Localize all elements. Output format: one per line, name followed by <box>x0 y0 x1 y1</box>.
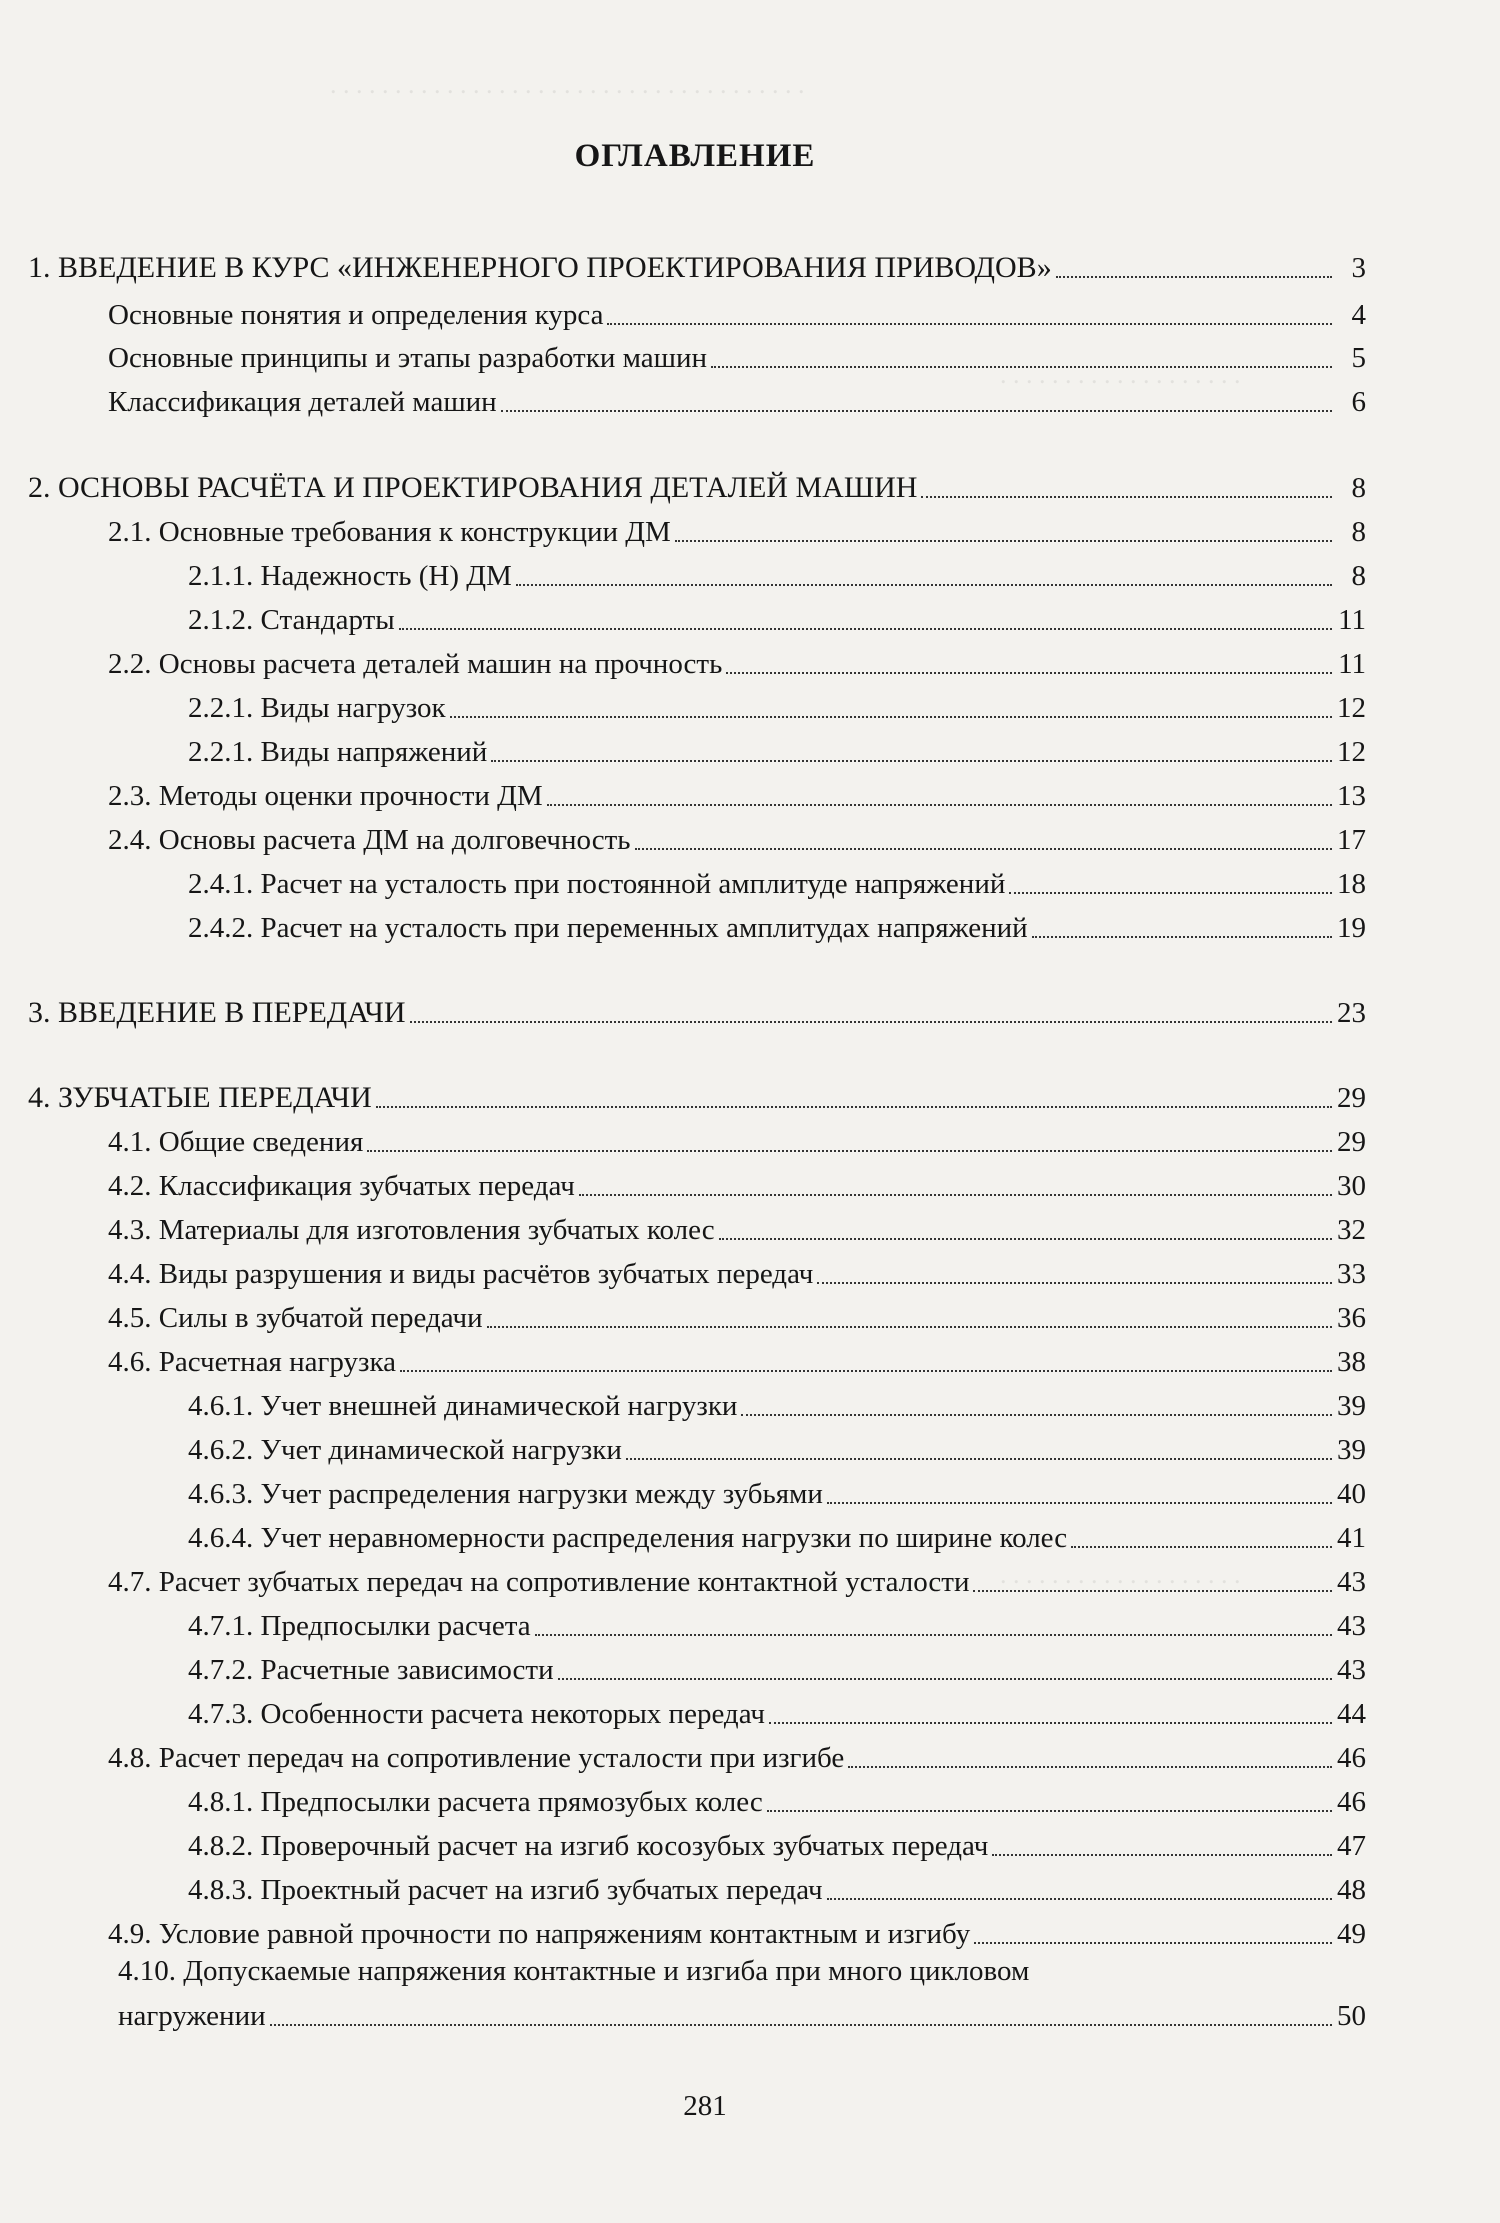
dot-leader <box>992 1854 1332 1856</box>
dot-leader <box>547 804 1332 806</box>
toc-entry <box>118 1998 1366 2034</box>
toc-entry <box>188 1872 1366 1908</box>
toc-entry <box>188 1520 1366 1556</box>
toc-entry-label: 4.8.3. Проектный расчет на изгиб зубчатых передач <box>188 1874 823 1906</box>
dot-leader <box>741 1414 1332 1416</box>
dot-leader <box>1056 276 1332 278</box>
toc-entry-page: 3 <box>1351 252 1366 284</box>
toc-entry <box>188 734 1366 770</box>
dot-leader <box>535 1634 1332 1636</box>
dot-leader <box>711 366 1332 368</box>
toc-entry-label: 2.4.1. Расчет на усталость при постоянной амплитуде напряжений <box>188 868 1006 900</box>
page-number: 281 <box>683 2090 727 2122</box>
toc-entry-label: 4.6.1. Учет внешней динамической нагрузки <box>188 1390 738 1422</box>
toc-entry-page: 19 <box>1337 912 1366 944</box>
bleed-through-text: . . . . . . . . . . . . . . . . . . . <box>1000 1560 1241 1589</box>
dot-leader <box>607 323 1332 325</box>
toc-entry-label: 4.7.3. Особенности расчета некоторых передач <box>188 1698 765 1730</box>
toc-entry <box>108 778 1366 814</box>
dot-leader <box>635 848 1332 850</box>
toc-entry-label: 2.1. Основные требования к конструкции ДМ <box>108 516 671 548</box>
toc-entry-page: 48 <box>1337 1874 1366 1906</box>
dot-leader <box>769 1722 1332 1724</box>
dot-leader <box>1009 892 1332 894</box>
dot-leader <box>973 1590 1332 1592</box>
toc-entry-label: Классификация деталей машин <box>108 386 497 418</box>
toc-entry <box>108 297 1366 333</box>
toc-entry-label: 2.2.1. Виды напряжений <box>188 736 488 768</box>
dot-leader <box>579 1194 1332 1196</box>
toc-entry-label: 4.6. Расчетная нагрузка <box>108 1346 397 1378</box>
toc-entry <box>28 995 1366 1031</box>
toc-entry <box>188 1608 1366 1644</box>
dot-leader <box>491 760 1332 762</box>
toc-entry-label: 2.2. Основы расчета деталей машин на прочность <box>108 648 723 680</box>
toc-entry <box>108 1124 1366 1160</box>
toc-entry <box>188 1828 1366 1864</box>
toc-entry-label: 2.4. Основы расчета ДМ на долговечность <box>108 824 631 856</box>
toc-entry-page: 33 <box>1337 1258 1366 1290</box>
toc-entry-label: 4.7. Расчет зубчатых передач на сопротивление контактной усталости <box>108 1566 970 1598</box>
toc-entry <box>108 1256 1366 1292</box>
toc-entry-label: 4.8. Расчет передач на сопротивление усталости при изгибе <box>108 1742 845 1774</box>
toc-entry-label: 4.8.1. Предпосылки расчета прямозубых колес <box>188 1786 763 1818</box>
dot-leader <box>827 1502 1332 1504</box>
toc-entry-page: 50 <box>1337 2000 1366 2032</box>
toc-entry-label: 2.1.2. Стандарты <box>188 604 395 636</box>
toc-entry-page: 11 <box>1338 648 1366 680</box>
toc-entry-page: 47 <box>1337 1830 1366 1862</box>
toc-entry-page: 23 <box>1337 997 1366 1029</box>
dot-leader <box>558 1678 1332 1680</box>
dot-leader <box>767 1810 1332 1812</box>
toc-entry-page: 43 <box>1337 1566 1366 1598</box>
toc-entry-page: 4 <box>1351 299 1366 331</box>
toc-entry-page: 38 <box>1337 1346 1366 1378</box>
toc-entry-page: 18 <box>1337 868 1366 900</box>
toc-entry <box>188 1432 1366 1468</box>
toc-entry <box>108 1564 1366 1600</box>
toc-entry <box>188 910 1366 946</box>
toc-entry-page: 6 <box>1351 386 1366 418</box>
dot-leader <box>487 1326 1332 1328</box>
toc-entry-label: 2.4.2. Расчет на усталость при переменных амплитудах напряжений <box>188 912 1028 944</box>
toc-entry-line1: 4.10. Допускаемые напряжения контактные и изгиба при много цикловом <box>118 1955 1030 1987</box>
toc-entry-page: 29 <box>1337 1126 1366 1158</box>
dot-leader <box>1032 936 1332 938</box>
toc-entry-label: 4.6.2. Учет динамической нагрузки <box>188 1434 622 1466</box>
bleed-through-text: . . . . . . . . . . . . . . . . . . . . . . . . . . . . . . . . . . . . . <box>330 70 805 99</box>
toc-entry <box>188 1388 1366 1424</box>
toc-entry-page: 43 <box>1337 1610 1366 1642</box>
toc-entry <box>108 384 1366 420</box>
dot-leader <box>626 1458 1332 1460</box>
dot-leader <box>719 1238 1332 1240</box>
toc-entry-page: 46 <box>1337 1786 1366 1818</box>
toc-entry-page: 41 <box>1337 1522 1366 1554</box>
toc-entry <box>188 1696 1366 1732</box>
toc-entry-label: 1. ВВЕДЕНИЕ В КУРС «ИНЖЕНЕРНОГО ПРОЕКТИРОВАНИЯ ПРИВОДОВ» <box>28 251 1052 284</box>
toc-entry-page: 17 <box>1337 824 1366 856</box>
toc-entry-label: 3. ВВЕДЕНИЕ В ПЕРЕДАЧИ <box>28 996 406 1029</box>
toc-entry <box>108 1916 1366 1952</box>
toc-entry <box>108 514 1366 550</box>
toc-entry <box>188 558 1366 594</box>
dot-leader <box>827 1898 1332 1900</box>
toc-entry-label: 4.9. Условие равной прочности по напряжениям контактным и изгибу <box>108 1918 971 1950</box>
toc-entry <box>188 602 1366 638</box>
dot-leader <box>974 1942 1332 1944</box>
toc-entry <box>108 1344 1366 1380</box>
toc-entry <box>28 470 1366 506</box>
toc-entry-label: 2.2.1. Виды нагрузок <box>188 692 446 724</box>
toc-entry-page: 30 <box>1337 1170 1366 1202</box>
toc-entry-label: 4.1. Общие сведения <box>108 1126 364 1158</box>
dot-leader <box>450 716 1332 718</box>
dot-leader <box>400 1370 1332 1372</box>
toc-entry-label: 2.3. Методы оценки прочности ДМ <box>108 780 543 812</box>
toc-entry <box>188 690 1366 726</box>
toc-entry-page: 43 <box>1337 1654 1366 1686</box>
toc-entry <box>28 1080 1366 1116</box>
toc-entry-page: 12 <box>1337 692 1366 724</box>
toc-entry-label: 4.6.4. Учет неравномерности распределения нагрузки по ширине колес <box>188 1522 1068 1554</box>
toc-entry-label: нагружении <box>118 2000 266 2032</box>
toc-entry <box>108 1168 1366 1204</box>
dot-leader <box>726 672 1332 674</box>
dot-leader <box>270 2024 1332 2026</box>
dot-leader <box>376 1106 1332 1108</box>
toc-entry-label: 4.4. Виды разрушения и виды расчётов зубчатых передач <box>108 1258 814 1290</box>
toc-entry-page: 11 <box>1338 604 1366 636</box>
dot-leader <box>921 496 1332 498</box>
dot-leader <box>1071 1546 1332 1548</box>
toc-entry-label: 2.1.1. Надежность (Н) ДМ <box>188 560 512 592</box>
dot-leader <box>848 1766 1332 1768</box>
toc-entry-label: 4.7.1. Предпосылки расчета <box>188 1610 531 1642</box>
toc-entry <box>188 1476 1366 1512</box>
dot-leader <box>501 410 1332 412</box>
toc-entry <box>108 340 1366 376</box>
toc-entry <box>108 646 1366 682</box>
toc-entry-page: 32 <box>1337 1214 1366 1246</box>
dot-leader <box>399 628 1332 630</box>
toc-entry-page: 49 <box>1337 1918 1366 1950</box>
toc-entry <box>108 1300 1366 1336</box>
toc-entry-label: Основные принципы и этапы разработки машин <box>108 342 707 374</box>
toc-entry-label: 4.5. Силы в зубчатой передачи <box>108 1302 483 1334</box>
toc-entry <box>28 250 1366 286</box>
toc-entry-page: 39 <box>1337 1390 1366 1422</box>
toc-entry <box>108 822 1366 858</box>
toc-entry-label: 2. ОСНОВЫ РАСЧЁТА И ПРОЕКТИРОВАНИЯ ДЕТАЛЕЙ МАШИН <box>28 471 918 504</box>
toc-entry-label: 4.7.2. Расчетные зависимости <box>188 1654 554 1686</box>
bleed-through-text: . . . . . . . . . . . . . . . . . . . <box>1000 360 1241 389</box>
dot-leader <box>367 1150 1332 1152</box>
toc-entry-label: 4.3. Материалы для изготовления зубчатых колес <box>108 1214 715 1246</box>
toc-entry-label: 4.2. Классификация зубчатых передач <box>108 1170 575 1202</box>
dot-leader <box>410 1021 1332 1023</box>
toc-entry-label: 4. ЗУБЧАТЫЕ ПЕРЕДАЧИ <box>28 1081 372 1114</box>
toc-entry-label: 4.6.3. Учет распределения нагрузки между зубьями <box>188 1478 823 1510</box>
toc-entry <box>188 866 1366 902</box>
toc-entry-page: 36 <box>1337 1302 1366 1334</box>
toc-entry-page: 8 <box>1351 472 1366 504</box>
dot-leader <box>817 1282 1332 1284</box>
toc-entry <box>108 1740 1366 1776</box>
toc-entry-page: 44 <box>1337 1698 1366 1730</box>
toc-entry-page: 46 <box>1337 1742 1366 1774</box>
toc-entry <box>188 1652 1366 1688</box>
toc-entry-label: 4.8.2. Проверочный расчет на изгиб косозубых зубчатых передач <box>188 1830 989 1862</box>
toc-entry-page: 13 <box>1337 780 1366 812</box>
toc-entry-label: Основные понятия и определения курса <box>108 299 604 331</box>
toc-entry-page: 5 <box>1351 342 1366 374</box>
dot-leader <box>516 584 1332 586</box>
toc-entry-page: 8 <box>1351 516 1366 548</box>
dot-leader <box>675 540 1332 542</box>
toc-entry <box>108 1212 1366 1248</box>
toc-entry-page: 29 <box>1337 1082 1366 1114</box>
page-title: ОГЛАВЛЕНИЕ <box>574 138 816 174</box>
toc-entry-page: 12 <box>1337 736 1366 768</box>
toc-entry-page: 40 <box>1337 1478 1366 1510</box>
toc-entry <box>188 1784 1366 1820</box>
toc-entry-page: 39 <box>1337 1434 1366 1466</box>
toc-entry-page: 8 <box>1351 560 1366 592</box>
